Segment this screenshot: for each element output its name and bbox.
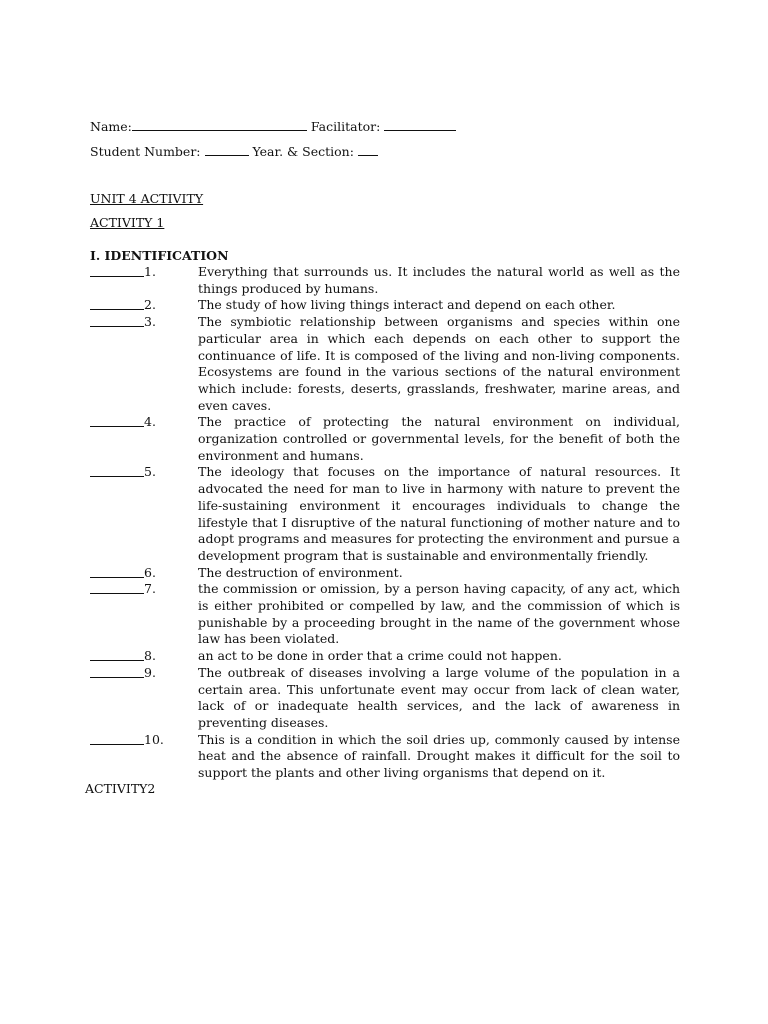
identification-items: [90, 264, 680, 782]
student-number-label: Student Number:: [90, 144, 201, 159]
answer-blank[interactable]: [90, 464, 144, 477]
item-number-column: [90, 297, 198, 314]
section-title: I. IDENTIFICATION: [90, 248, 229, 263]
item-number-column: [90, 264, 198, 281]
answer-blank[interactable]: [90, 297, 144, 310]
identification-item: [90, 414, 680, 464]
item-number-column: [90, 732, 198, 749]
item-number: 6.: [144, 564, 156, 580]
item-text: The destruction of environment.: [198, 564, 403, 580]
student-number-field[interactable]: [205, 143, 249, 156]
item-number: 8.: [144, 648, 156, 664]
item-number: 7.: [144, 581, 156, 597]
identification-item: [90, 464, 680, 564]
item-text: This is a condition in which the soil dries up, commonly caused by intense heat and the absence of rainfall. Drought makes it difficult for the soil to support the plants and other living organisms that depend on it.: [198, 731, 680, 781]
name-field[interactable]: [132, 118, 307, 131]
activity2-title: ACTIVITY2: [85, 781, 156, 796]
item-number: 9.: [144, 664, 156, 680]
answer-blank[interactable]: [90, 665, 144, 678]
answer-blank[interactable]: [90, 264, 144, 277]
item-number-column: [90, 648, 198, 665]
item-text: the commission or omission, by a person having capacity, of any act, which is either prohibited or compelled by law, and the commission of which is punishable by a proceeding brought in the name of the government whose law has been violated.: [198, 581, 680, 647]
identification-item: [90, 648, 680, 665]
item-number-column: [90, 581, 198, 598]
identification-item: [90, 297, 680, 314]
identification-item: [90, 314, 680, 414]
item-number-column: [90, 464, 198, 481]
item-text: The ideology that focuses on the importance of natural resources. It advocated the need for man to live in harmony with nature to prevent the life-sustaining environment it encourages individuals to change the lifestyle that I disruptive of the natural functioning of mother nature and to adopt programs and measures for protecting the environment and pursue a development program that is sustainable and environmentally friendly.: [198, 464, 680, 563]
item-text: an act to be done in order that a crime could not happen.: [198, 648, 562, 664]
item-number-column: [90, 314, 198, 331]
answer-blank[interactable]: [90, 565, 144, 578]
item-number-column: [90, 665, 198, 682]
item-number-column: [90, 565, 198, 582]
item-number-column: [90, 414, 198, 431]
identification-item: [90, 264, 680, 297]
item-number: 4.: [144, 414, 156, 430]
item-number: 3.: [144, 314, 156, 330]
identification-item: [90, 565, 680, 582]
identification-item: [90, 732, 680, 782]
facilitator-field[interactable]: [384, 118, 456, 131]
facilitator-label: Facilitator:: [310, 119, 381, 134]
year-section-field[interactable]: [358, 143, 378, 156]
item-text: The practice of protecting the natural environment on individual, organization controlled or governmental levels, for the benefit of both the environment and humans.: [198, 414, 680, 463]
item-number: 5.: [144, 464, 156, 480]
answer-blank[interactable]: [90, 732, 144, 745]
item-number: 1.: [144, 264, 156, 279]
item-number: 10.: [144, 731, 164, 747]
answer-blank[interactable]: [90, 581, 144, 594]
item-number: 2.: [144, 297, 156, 313]
year-section-label: Year. & Section:: [252, 144, 354, 159]
identification-item: [90, 581, 680, 648]
name-label: Name:: [90, 119, 132, 134]
answer-blank[interactable]: [90, 648, 144, 661]
item-text: The outbreak of diseases involving a large volume of the population in a certain area. This unfortunate event may occur from lack of clean water, lack of or inadequate health services, and the lack of awareness in preventing diseases.: [198, 664, 680, 730]
item-text: Everything that surrounds us. It includes the natural world as well as the things produced by humans.: [198, 264, 680, 296]
name-row: [90, 118, 456, 135]
identification-item: [90, 665, 680, 732]
student-row: [90, 143, 378, 160]
answer-blank[interactable]: [90, 414, 144, 427]
activity1-title: ACTIVITY 1: [90, 215, 165, 230]
answer-blank[interactable]: [90, 314, 144, 327]
unit-title: UNIT 4 ACTIVITY: [90, 191, 204, 206]
item-text: The study of how living things interact and depend on each other.: [198, 297, 616, 313]
item-text: The symbiotic relationship between organisms and species within one particular area in which each depends on each other to support the continuance of life. It is composed of the living and non-living components. Ecosystems are found in the various sections of the natural environment which include: forests, deserts, grasslands, freshwater, marine areas, and even caves.: [198, 314, 680, 413]
